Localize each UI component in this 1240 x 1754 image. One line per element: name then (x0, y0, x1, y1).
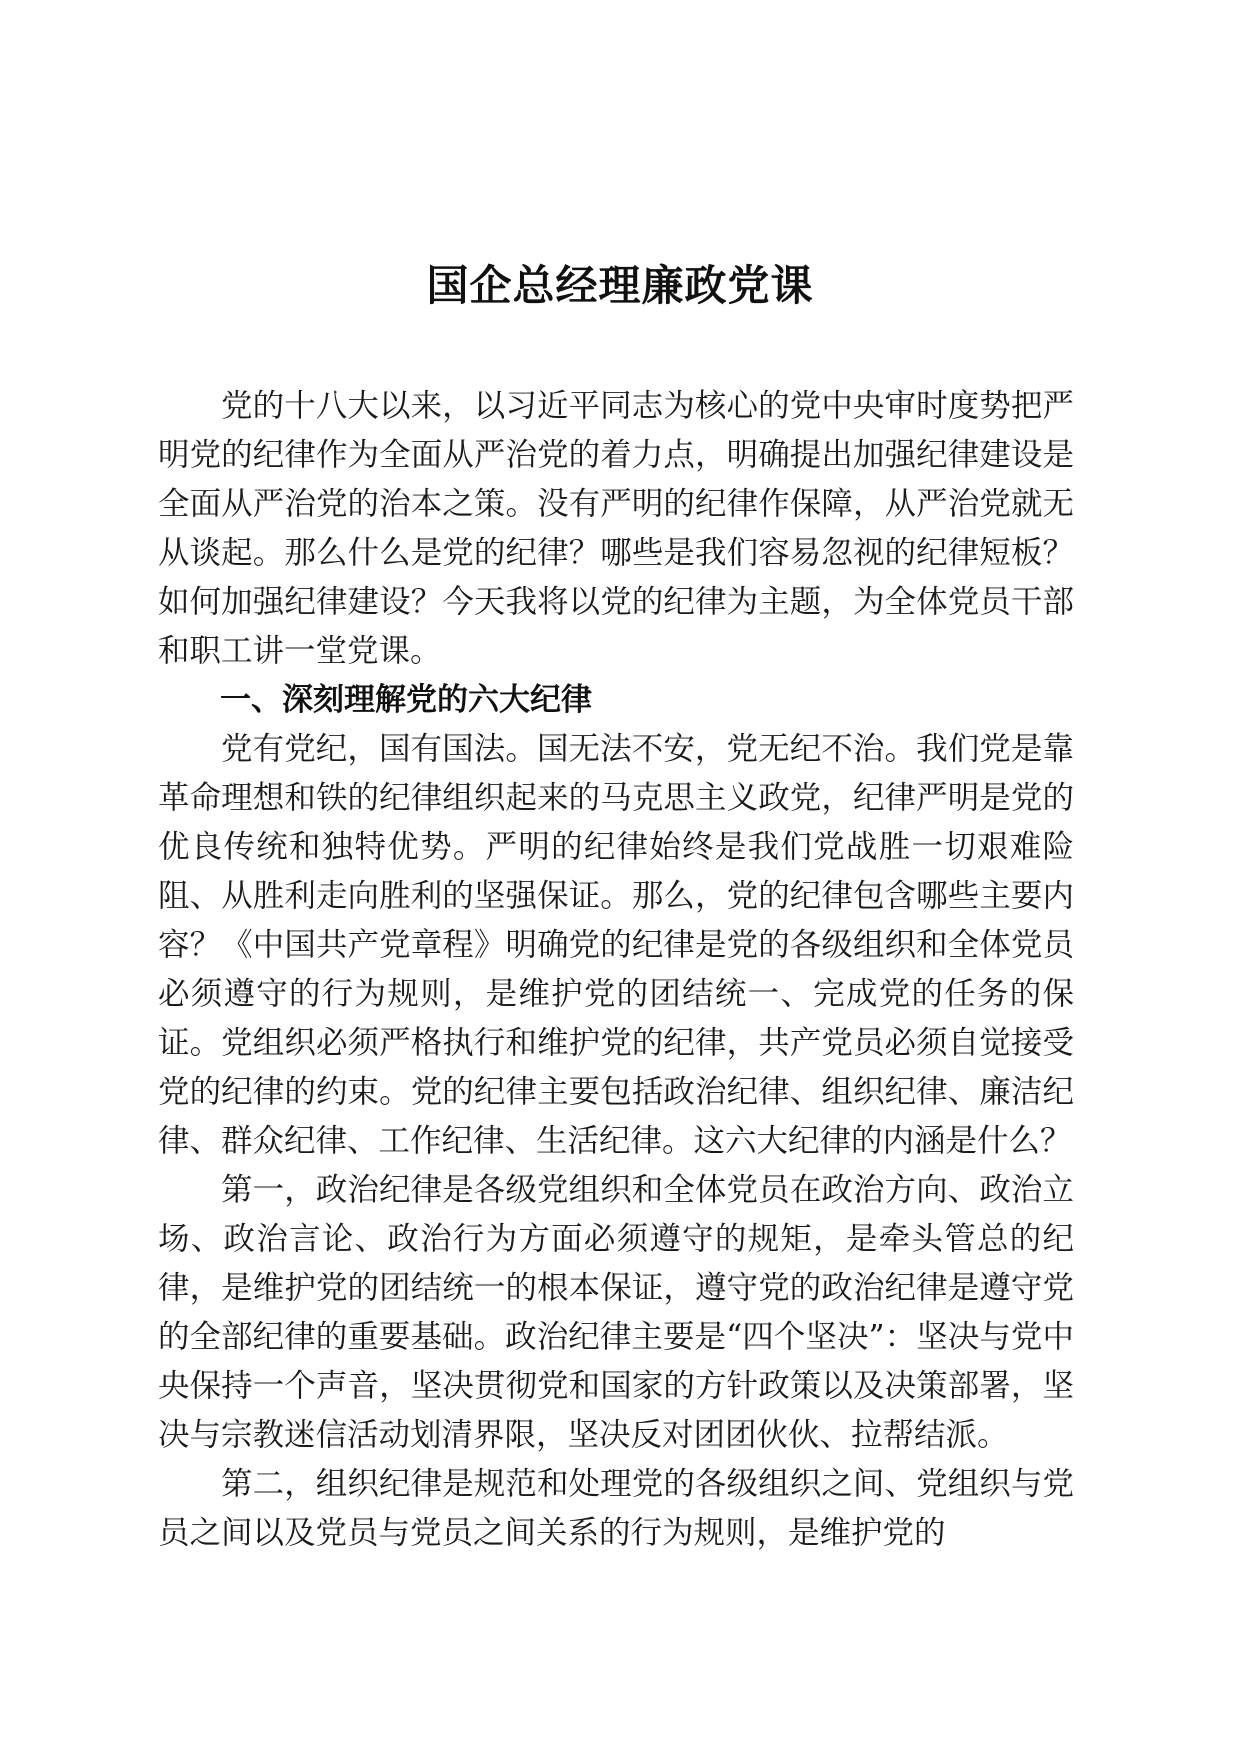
document-title: 国企总经理廉政党课 (426, 261, 814, 310)
document-body (158, 382, 1074, 1558)
section-paragraph-1: 党有党纪，国有国法。国无法不安，党无纪不治。我们党是靠革命理想和铁的纪律组织起来的马克思主义政党，纪律严明是党的优良传统和独特优势。严明的纪律始终是我们党战胜一切艰难险阻、从胜利走向胜利的坚强保证。那么，党的纪律包含哪些主要内容？《中国共产党章程》明确党的纪律是党的各级组织和全体党员必须遵守的行为规则，是维护党的团结统一、完成党的任务的保证。党组织必须严格执行和维护党的纪律，共产党员必须自觉接受党的纪律的约束。党的纪律主要包括政治纪律、组织纪律、廉洁纪律、群众纪律、工作纪律、生活纪律。这六大纪律的内涵是什么？ (158, 731, 1074, 1159)
intro-paragraph: 党的十八大以来，以习近平同志为核心的党中央审时度势把严明党的纪律作为全面从严治党的着力点，明确提出加强纪律建设是全面从严治党的治本之策。没有严明的纪律作保障，从严治党就无从谈起。那么什么是党的纪律？哪些是我们容易忽视的纪律短板？如何加强纪律建设？今天我将以党的纪律为主题，为全体党员干部和职工讲一堂党课。 (158, 388, 1074, 669)
section-heading: 一、深刻理解党的六大纪律 (220, 682, 592, 718)
section-paragraph-3: 第二，组织纪律是规范和处理党的各级组织之间、党组织与党员之间以及党员与党员之间关系的行为规则，是维护党的 (158, 1466, 1074, 1551)
section-paragraph-2: 第一，政治纪律是各级党组织和全体党员在政治方向、政治立场、政治言论、政治行为方面必须遵守的规矩，是牵头管总的纪律，是维护党的团结统一的根本保证，遵守党的政治纪律是遵守党的全部纪律的重要基础。政治纪律主要是“四个坚决”：坚决与党中央保持一个声音，坚决贯彻党和国家的方针政策以及决策部署，坚决与宗教迷信活动划清界限，坚决反对团团伙伙、拉帮结派。 (158, 1172, 1074, 1453)
